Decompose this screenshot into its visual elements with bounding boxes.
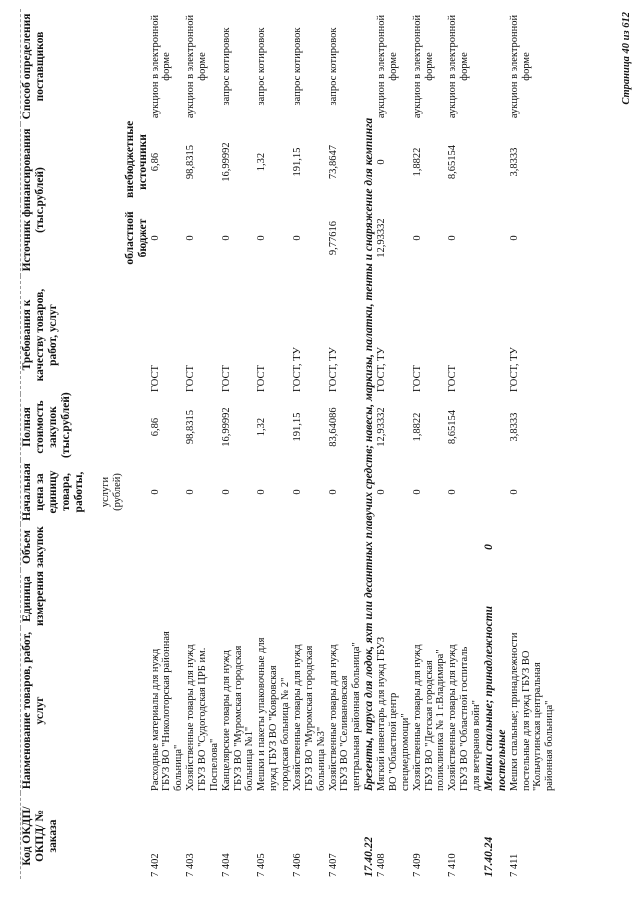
table-row — [256, 9, 292, 879]
row-volume — [376, 524, 412, 570]
row-unit — [185, 570, 221, 628]
procurement-table — [20, 9, 556, 879]
header-method: Способ определения поставщиков — [21, 9, 124, 124]
page-number: Страница 40 из 612 — [621, 12, 632, 105]
row-volume — [509, 524, 556, 570]
row-total: 1,32 — [256, 417, 268, 437]
row-method: аукцион в электронной форме — [447, 14, 471, 119]
table-row — [328, 9, 364, 879]
row-total: 1,8822 — [411, 412, 423, 442]
row-extrabudgetary: 6,86 — [149, 152, 161, 172]
row-extrabudgetary: 16,99992 — [220, 142, 232, 182]
row-unit — [509, 570, 556, 628]
table-row — [509, 9, 556, 879]
row-extrabudgetary: 1,32 — [256, 152, 268, 172]
row-unit — [412, 570, 448, 628]
row-method: аукцион в электронной форме — [185, 14, 209, 119]
row-method: запрос котировок — [327, 27, 339, 106]
header-financing: Источник финансирования (тыс.рублей) — [21, 124, 124, 276]
row-price: 0 — [291, 489, 303, 495]
row-requirements: ГОСТ — [220, 365, 232, 392]
row-name: Мешки и пакеты упаковочные для нужд ГБУЗ ВО "Ковровская городская больница № 2" — [256, 637, 292, 791]
row-unit — [150, 570, 186, 628]
row-price: 0 — [256, 489, 268, 495]
section-17-40-22 — [363, 9, 376, 879]
section-17-40-24 — [483, 9, 509, 879]
row-name: Мягкий инвентарь для нужд ГБУЗ ВО "Областной центр спецмедпомощи" — [376, 636, 411, 791]
row-requirements: ГОСТ, ТУ — [327, 347, 339, 392]
row-unit — [292, 570, 328, 628]
header-requirements: Требования к качеству товаров, работ, услуг — [21, 276, 124, 394]
row-requirements: ГОСТ — [256, 365, 268, 392]
row-volume — [221, 524, 257, 570]
row-total: 191,15 — [291, 412, 303, 442]
row-price: 0 — [149, 489, 161, 495]
row-extrabudgetary: 1,8822 — [411, 147, 423, 177]
rows-group-c — [509, 9, 556, 879]
row-total: 8,65154 — [447, 409, 459, 445]
row-volume — [292, 524, 328, 570]
row-regional-budget: 0 — [447, 235, 459, 241]
section-title: Мешки спальные; принадлежности постельные — [482, 605, 508, 791]
row-code: 7 404 — [220, 853, 232, 877]
row-requirements: ГОСТ — [411, 365, 423, 392]
row-requirements: ГОСТ — [185, 365, 197, 392]
header-price-sub: услуги (рублей) — [99, 473, 123, 511]
section-number: 17.40.22 — [363, 836, 376, 877]
row-total: 83,64086 — [327, 407, 339, 447]
table-row — [221, 9, 257, 879]
header-total: Полная стоимость закупок (тыс.рублей) — [21, 394, 124, 460]
row-requirements: ГОСТ, ТУ — [291, 347, 303, 392]
row-requirements: ГОСТ — [149, 365, 161, 392]
row-regional-budget: 9,77616 — [327, 220, 339, 256]
row-unit — [221, 570, 257, 628]
header-extrabudgetary: внебюджетные источники — [123, 120, 149, 198]
row-regional-budget: 0 — [291, 235, 303, 241]
row-code: 7 405 — [256, 853, 268, 877]
header-code: Код ОКДП/ ОКПД/ № заказа — [21, 793, 124, 879]
row-code: 7 410 — [447, 853, 459, 877]
row-name: Мешки спальные; принадлежности постельные для нужд ГБУЗ ВО "Кольчугинская центральная районная больница" — [508, 632, 556, 791]
row-regional-budget: 0 — [185, 235, 197, 241]
row-price: 0 — [220, 489, 232, 495]
row-code: 7 402 — [149, 853, 161, 877]
table-row — [376, 9, 412, 879]
row-unit — [447, 570, 483, 628]
row-method: аукцион в электронной форме — [411, 14, 435, 119]
row-extrabudgetary: 8,65154 — [447, 144, 459, 180]
header-regional-budget: областной бюджет — [123, 211, 149, 265]
table-row — [447, 9, 483, 879]
row-extrabudgetary: 98,8315 — [185, 144, 197, 180]
row-code: 7 406 — [291, 853, 303, 877]
row-unit — [376, 570, 412, 628]
row-extrabudgetary: 73,8647 — [327, 144, 339, 180]
row-name: Хозяйственные товары для нужд ГБУЗ ВО "Детская городская поликлиника № 1 г.Владимира" — [411, 644, 447, 791]
row-total: 6,86 — [149, 417, 161, 437]
row-method: аукцион в электронной форме — [376, 14, 399, 119]
rows-group-b — [376, 9, 483, 879]
row-requirements: ГОСТ, ТУ — [508, 347, 520, 392]
row-regional-budget: 0 — [508, 235, 520, 241]
row-total: 3,8333 — [508, 412, 520, 442]
row-extrabudgetary: 0 — [376, 159, 388, 165]
row-regional-budget: 0 — [256, 235, 268, 241]
row-total: 98,8315 — [185, 409, 197, 445]
table-row — [412, 9, 448, 879]
table-row — [150, 9, 186, 879]
row-code: 7 409 — [411, 853, 423, 877]
row-price: 0 — [185, 489, 197, 495]
row-requirements: ГОСТ, ТУ — [376, 347, 388, 392]
row-unit — [328, 570, 364, 628]
row-extrabudgetary: 191,15 — [291, 147, 303, 177]
row-name: Расходные материалы для нужд ГБУЗ ВО "Николоторская районная больница" — [149, 631, 185, 791]
table-row — [185, 9, 221, 879]
row-price: 0 — [447, 489, 459, 495]
row-price: 0 — [411, 489, 423, 495]
row-regional-budget: 0 — [149, 235, 161, 241]
row-name: Хозяйственные товары для нужд ГБУЗ ВО "Судогодская ЦРБ им. Поспелова" — [185, 644, 220, 791]
row-volume — [328, 524, 364, 570]
section-value: 0 — [482, 544, 495, 550]
row-code: 7 407 — [327, 853, 339, 877]
row-volume — [447, 524, 483, 570]
row-name: Хозяйственные товары для нужд ГБУЗ ВО "Областной госпиталь для ветеранов войн" — [447, 644, 482, 791]
header-volume: Объем закупок — [21, 524, 124, 570]
header-price-label: Начальная цена за единицу товара, работы, — [21, 463, 85, 521]
row-regional-budget: 0 — [220, 235, 232, 241]
row-price: 0 — [327, 489, 339, 495]
row-volume — [150, 524, 186, 570]
row-name: Хозяйственные товары для нужд ГБУЗ ВО "Муромская городская больница №3" — [291, 644, 327, 791]
row-volume — [185, 524, 221, 570]
row-volume — [412, 524, 448, 570]
rows-group-a — [150, 9, 363, 879]
row-requirements: ГОСТ — [447, 365, 459, 392]
row-volume — [256, 524, 292, 570]
row-extrabudgetary: 3,8333 — [508, 147, 520, 177]
row-unit — [256, 570, 292, 628]
row-code: 7 408 — [376, 853, 388, 877]
row-method: запрос котировок — [291, 27, 303, 106]
row-method: запрос котировок — [256, 27, 268, 106]
row-price: 0 — [508, 489, 520, 495]
header-name: Наименование товаров, работ, услуг — [21, 628, 124, 793]
header-unit: Единица измерения — [21, 570, 124, 628]
row-method: запрос котировок — [220, 27, 232, 106]
row-price: 0 — [376, 489, 388, 495]
row-method: аукцион в электронной форме — [508, 14, 532, 119]
section-number: 17.40.24 — [482, 836, 495, 877]
table-row — [292, 9, 328, 879]
row-regional-budget: 12,93332 — [376, 218, 388, 258]
row-regional-budget: 0 — [411, 235, 423, 241]
row-total: 12,93332 — [376, 407, 388, 447]
row-name: Канцелярские товары для нужд ГБУЗ ВО "Муромская городская больница №1" — [220, 645, 256, 791]
row-code: 7 411 — [508, 853, 520, 877]
row-name: Хозяйственные товары для нужд ГБУЗ ВО "Селивановская центральная районная больница" — [327, 642, 363, 791]
row-code: 7 403 — [185, 853, 197, 877]
row-total: 16,99992 — [220, 407, 232, 447]
section-title: Брезенты, паруса для лодок, яхт или десантных плавучих средств; навесы, маркизы, палатки, тенты и снаряжение для кемпинга — [363, 117, 376, 791]
row-method: аукцион в электронной форме — [149, 14, 173, 119]
header-price — [21, 460, 124, 524]
